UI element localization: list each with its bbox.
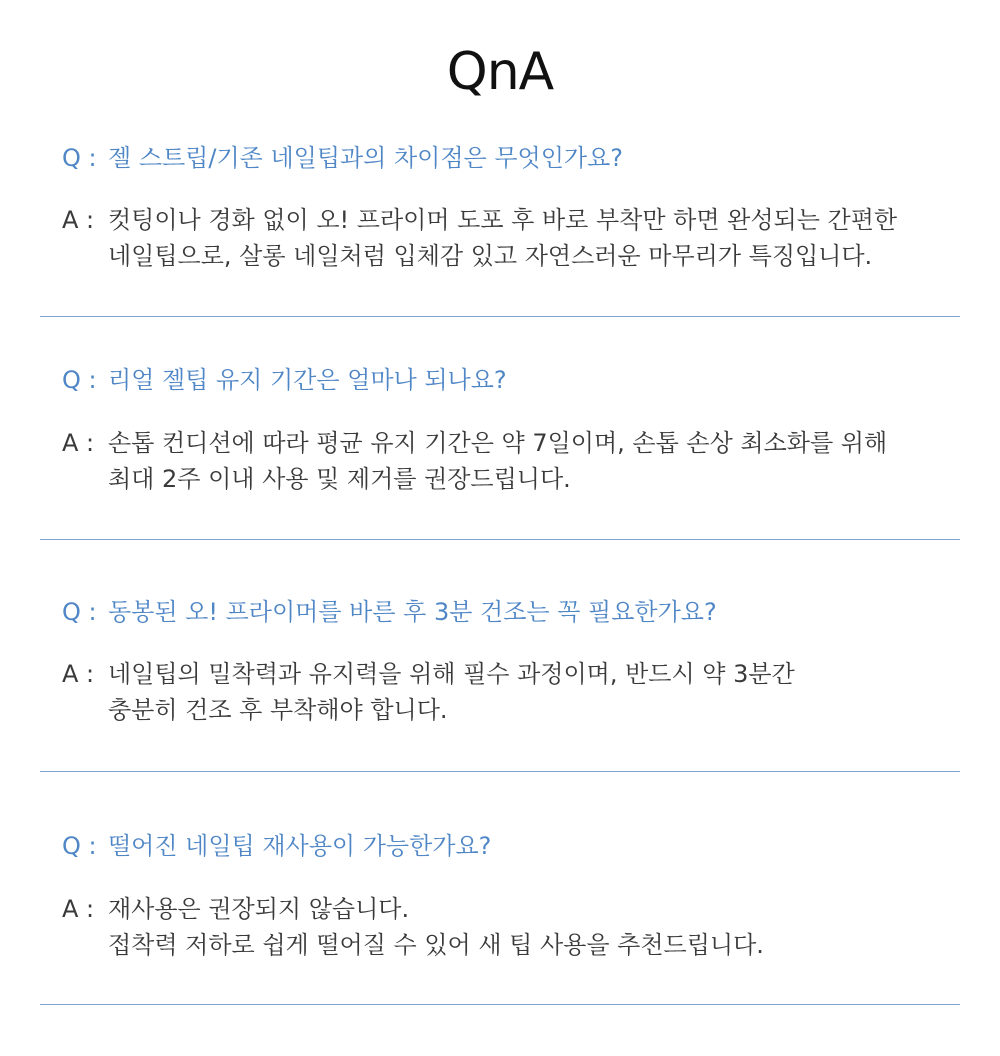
question-text: 리얼 젤팁 유지 기간은 얼마나 되나요?: [108, 366, 507, 394]
question-row: [62, 363, 938, 397]
page-title: QnA: [446, 42, 554, 102]
answer-row: [62, 202, 938, 274]
answer-text: [108, 656, 938, 728]
answer-row: [62, 891, 938, 963]
answer-line: 접착력 저하로 쉽게 떨어질 수 있어 새 팁 사용을 추천드립니다.: [108, 931, 764, 959]
question-prefix: Q :: [62, 366, 97, 394]
answer-line: 컷팅이나 경화 없이 오! 프라이머 도포 후 바로 부착만 하면 완성되는 간편한: [108, 206, 898, 234]
answer-line: 충분히 건조 후 부착해야 합니다.: [108, 696, 448, 724]
answer-row: [62, 656, 938, 728]
question-row: [62, 141, 938, 175]
divider: [40, 316, 960, 317]
question-prefix: Q :: [62, 598, 97, 626]
divider: [40, 1004, 960, 1005]
question-text: 떨어진 네일팁 재사용이 가능한가요?: [108, 832, 492, 860]
answer-line: 네일팁의 밀착력과 유지력을 위해 필수 과정이며, 반드시 약 3분간: [108, 660, 795, 688]
answer-line: 재사용은 권장되지 않습니다.: [108, 895, 410, 923]
question-row: [62, 595, 938, 629]
divider: [40, 539, 960, 540]
question-prefix: Q :: [62, 144, 97, 172]
question-text: 동봉된 오! 프라이머를 바른 후 3분 건조는 꼭 필요한가요?: [108, 598, 717, 626]
answer-row: [62, 425, 938, 497]
answer-text: [108, 891, 938, 963]
question-text: 젤 스트립/기존 네일팁과의 차이점은 무엇인가요?: [108, 144, 624, 172]
question-prefix: Q :: [62, 832, 97, 860]
answer-line: 최대 2주 이내 사용 및 제거를 권장드립니다.: [108, 465, 571, 493]
answer-prefix: A :: [62, 206, 95, 234]
answer-line: 손톱 컨디션에 따라 평균 유지 기간은 약 7일이며, 손톱 손상 최소화를 위해: [108, 429, 888, 457]
answer-prefix: A :: [62, 429, 95, 457]
answer-line: 네일팁으로, 살롱 네일처럼 입체감 있고 자연스러운 마무리가 특징입니다.: [108, 242, 873, 270]
divider: [40, 771, 960, 772]
answer-text: [108, 202, 938, 274]
answer-text: [108, 425, 938, 497]
answer-prefix: A :: [62, 895, 95, 923]
question-row: [62, 829, 938, 863]
answer-prefix: A :: [62, 660, 95, 688]
